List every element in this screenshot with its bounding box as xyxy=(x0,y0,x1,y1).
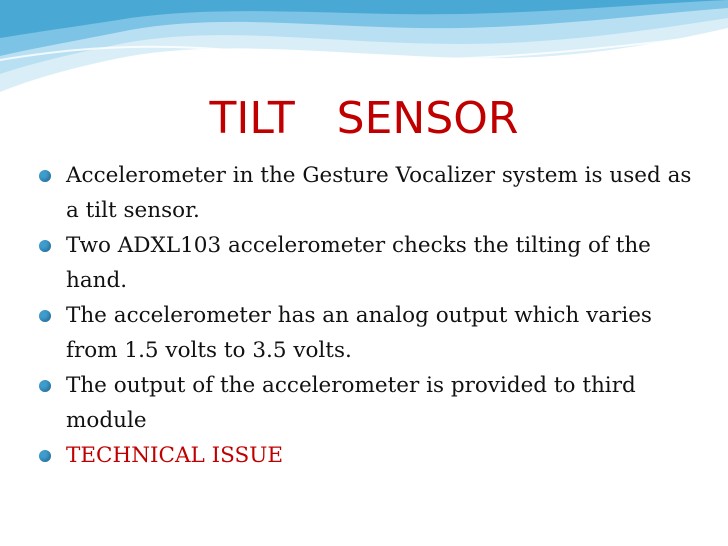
bullet-item-technical-issue xyxy=(36,438,696,473)
bullet-icon xyxy=(39,170,51,182)
bullet-icon xyxy=(39,310,51,322)
bullet-item xyxy=(36,368,696,438)
bullet-icon xyxy=(39,380,51,392)
bullet-text: The accelerometer has an analog output which varies from 1.5 volts to 3.5 volts. xyxy=(66,303,652,363)
bullet-item xyxy=(36,298,696,368)
bullet-text: Accelerometer in the Gesture Vocalizer system is used as a tilt sensor. xyxy=(66,163,692,223)
bullet-list xyxy=(36,158,696,473)
bullet-text: TECHNICAL ISSUE xyxy=(66,443,284,468)
bullet-text: Two ADXL103 accelerometer checks the tilting of the hand. xyxy=(66,233,651,293)
bullet-text: The output of the accelerometer is provided to third module xyxy=(66,373,636,433)
slide-title: TILT SENSOR xyxy=(209,93,519,144)
bullet-icon xyxy=(39,450,51,462)
bullet-item xyxy=(36,158,696,228)
bullet-icon xyxy=(39,240,51,252)
bullet-item xyxy=(36,228,696,298)
